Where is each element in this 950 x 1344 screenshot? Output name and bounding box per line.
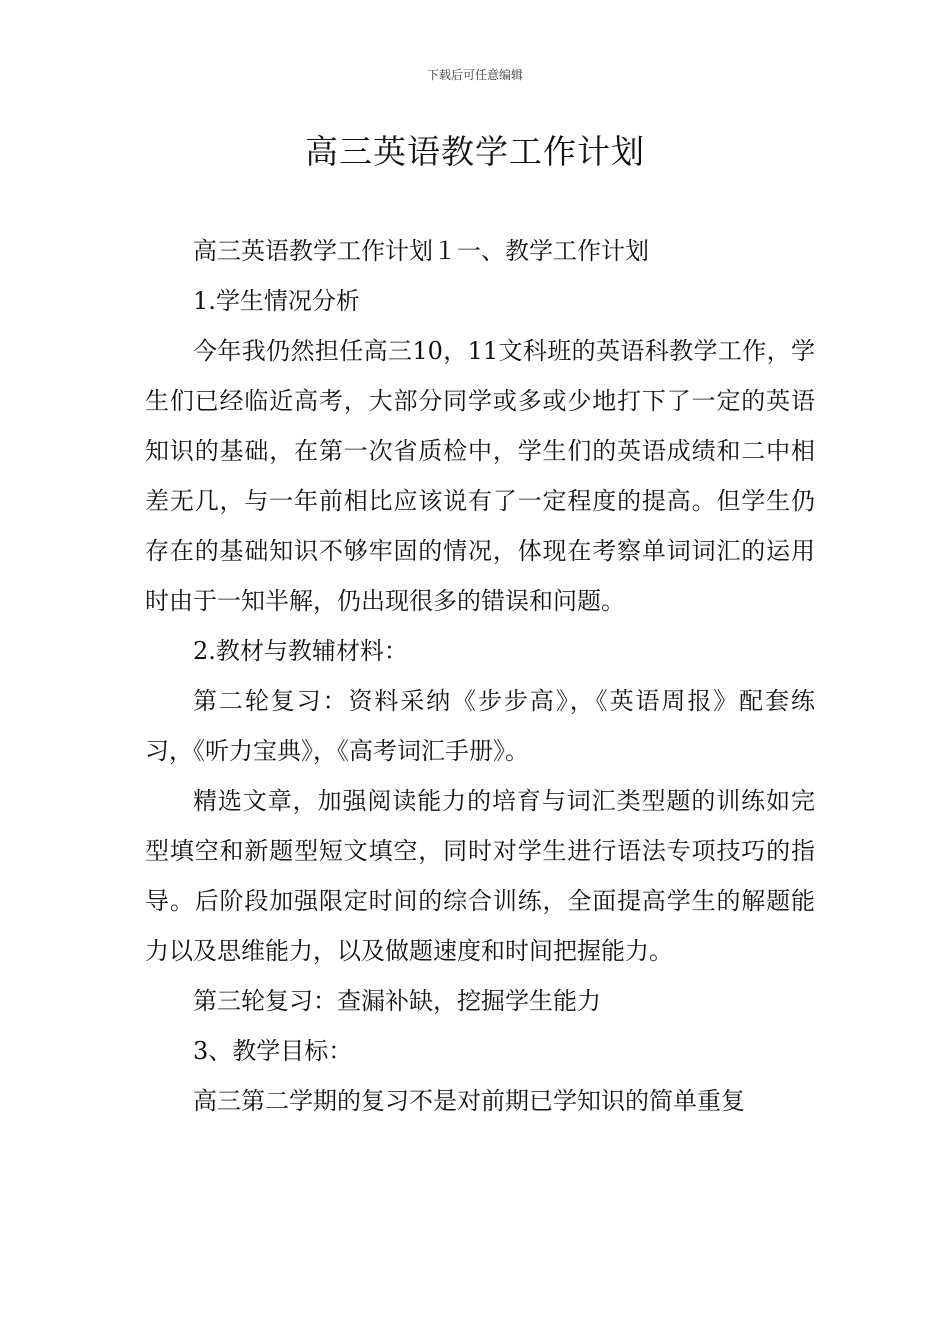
paragraph-5: 第二轮复习：资料采纳《步步高》，《英语周报》配套练习，《听力宝典》，《高考词汇手册》。: [145, 687, 815, 765]
paragraph-1: 高三英语教学工作计划１一、教学工作计划: [193, 237, 649, 265]
paragraph-6: 精选文章，加强阅读能力的培育与词汇类型题的训练如完型填空和新题型短文填空，同时对学生进行语法专项技巧的指导。后阶段加强限定时间的综合训练，全面提高学生的解题能力以及思维能力，以及做题速度和时间把握能力。: [145, 787, 815, 965]
paragraph-7: 第三轮复习：查漏补缺，挖掘学生能力: [193, 987, 601, 1015]
document-title: 高三英语教学工作计划: [305, 132, 645, 171]
paragraph-4: 2.教材与教辅材料：: [193, 637, 408, 665]
paragraph-9: 高三第二学期的复习不是对前期已学知识的简单重复: [193, 1087, 745, 1115]
paragraph-8: 3、教学目标：: [193, 1037, 353, 1065]
document-body: [145, 226, 815, 1126]
paragraph-3: 今年我仍然担任高三10，11文科班的英语科教学工作，学生们已经临近高考，大部分同学或多或少地打下了一定的英语知识的基础，在第一次省质检中，学生们的英语成绩和二中相差无几，与一年前相比应该说有了一定程度的提高。但学生仍存在的基础知识不够牢固的情况，体现在考察单词词汇的运用时由于一知半解，仍出现很多的错误和问题。: [145, 337, 815, 615]
paragraph-2: 1.学生情况分析: [193, 287, 360, 315]
header-note: 下载后可任意编辑: [426, 68, 523, 82]
